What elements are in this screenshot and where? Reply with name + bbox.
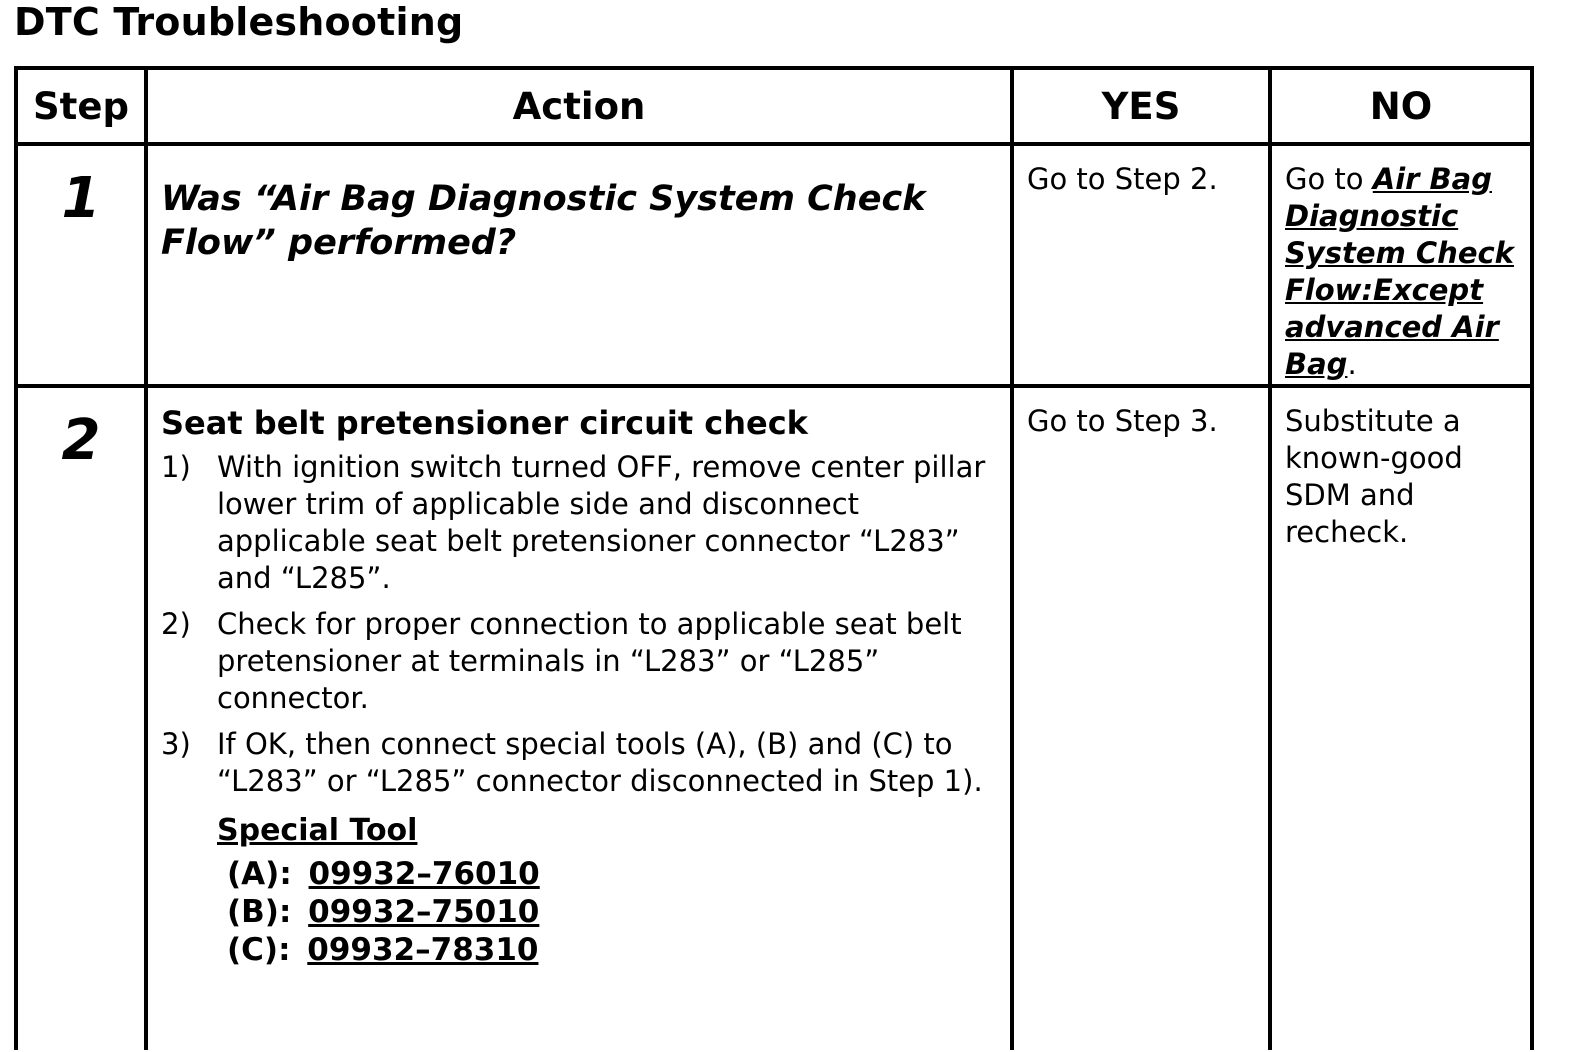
no-text: Substitute a known-good SDM and recheck. <box>1285 404 1463 549</box>
table-row <box>16 386 1532 1050</box>
substep <box>161 726 999 800</box>
no-text <box>1273 147 1529 383</box>
yes-text: Go to Step 2. <box>1027 162 1218 196</box>
table-row <box>16 144 1532 386</box>
step-question: Was “Air Bag Diagnostic System Check Flow” performed? <box>161 179 926 263</box>
substep-number: 2) <box>161 607 191 641</box>
table-header-row <box>16 68 1532 144</box>
substep-number: 1) <box>161 450 191 484</box>
tool-label: (C): <box>227 932 291 968</box>
system-check-flow-link[interactable]: Air Bag Diagnostic System Check Flow:Except advanced Air Bag <box>1285 162 1514 381</box>
yes-cell <box>1012 386 1270 1050</box>
yes-cell <box>1012 144 1270 386</box>
step-cell <box>16 144 146 386</box>
action-cell <box>146 386 1012 1050</box>
substep-text: With ignition switch turned OFF, remove center pillar lower trim of applicable side and disconnect applicable seat belt pretensioner connector “L283” and “L285”. <box>217 450 986 595</box>
tool-item <box>217 893 999 931</box>
yes-text: Go to Step 3. <box>1027 404 1218 438</box>
header-no: NO <box>1270 68 1532 144</box>
troubleshooting-table <box>14 66 1534 1050</box>
substep <box>161 449 999 597</box>
special-tools <box>217 812 999 969</box>
tool-number-link[interactable]: 09932–76010 <box>308 856 540 892</box>
tool-item <box>217 931 999 969</box>
action-cell <box>146 144 1012 386</box>
header-yes: YES <box>1012 68 1270 144</box>
special-tool-heading: Special Tool <box>217 813 418 848</box>
header-action: Action <box>146 68 1012 144</box>
substep-number: 3) <box>161 727 191 761</box>
step-cell <box>16 386 146 1050</box>
header-step: Step <box>16 68 146 144</box>
no-cell <box>1270 144 1532 386</box>
step-heading: Seat belt pretensioner circuit check <box>161 404 808 442</box>
substep-text: Check for proper connection to applicable seat belt pretensioner at terminals in “L283” or “L285” connector. <box>217 607 962 715</box>
no-prefix: Go to <box>1285 162 1373 196</box>
substep-text: If OK, then connect special tools (A), (B) and (C) to “L283” or “L285” connector disconnected in Step 1). <box>217 727 983 798</box>
tool-label: (A): <box>227 856 292 892</box>
step-number: 1 <box>61 166 101 231</box>
no-suffix: . <box>1347 347 1357 381</box>
no-cell <box>1270 386 1532 1050</box>
substep <box>161 606 999 717</box>
tool-item <box>217 855 999 893</box>
page-title: DTC Troubleshooting <box>14 0 464 44</box>
tool-number-link[interactable]: 09932–75010 <box>308 894 540 930</box>
tool-number-link[interactable]: 09932–78310 <box>307 932 539 968</box>
tool-label: (B): <box>227 894 292 930</box>
step-number: 2 <box>61 408 101 473</box>
